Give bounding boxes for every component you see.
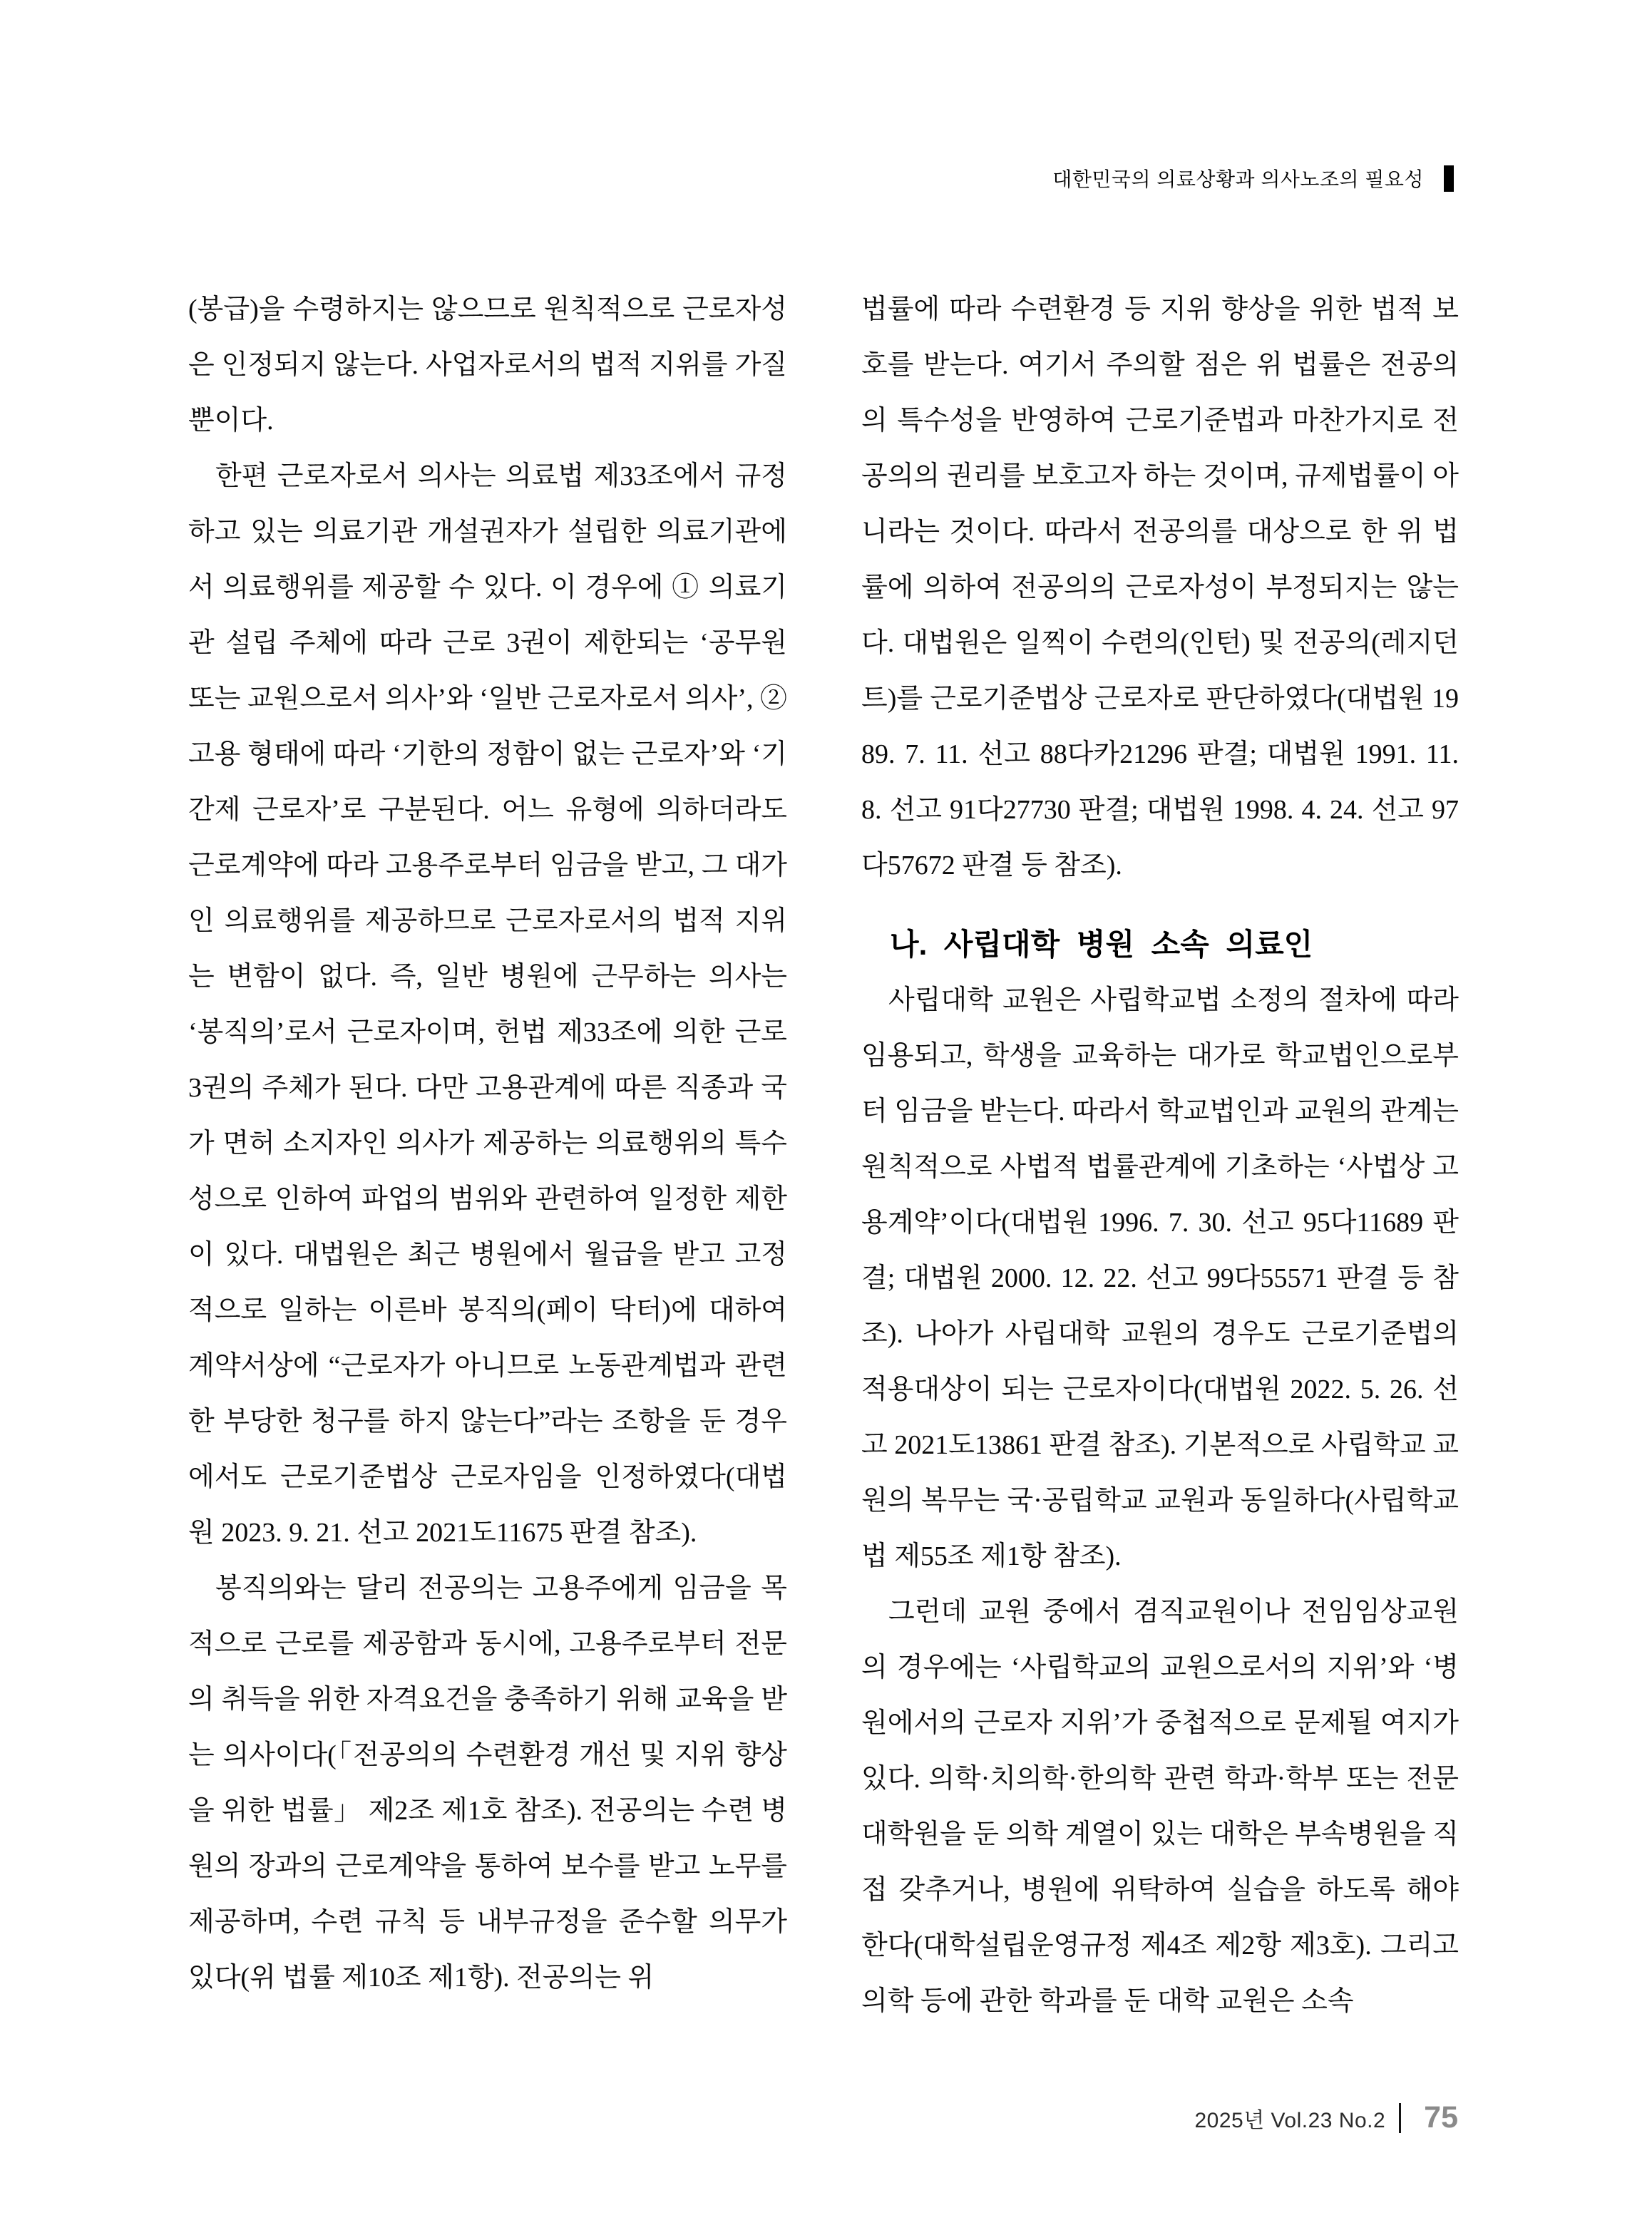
paragraph: 그런데 교원 중에서 겸직교원이나 전임임상교원의 경우에는 ‘사립학교의 교원으로서의 지위’와 ‘병원에서의 근로자 지위’가 중첩적으로 문제될 여지가 있다. 의학·치의학·한의학 관련 학과·학부 또는 전문대학원을 둔 의학 계열이 있는 대학은 부속병원을 직접 갖추거나, 병원에 위탁하여 실습을 하도록 해야 한다(대학설립운영규정 제4조 제2항 제3호). 그리고 의학 등에 관한 학과를 둔 대학 교원은 소속	[861, 1597, 1459, 2016]
paragraph: 한편 근로자로서 의사는 의료법 제33조에서 규정하고 있는 의료기관 개설권자가 설립한 의료기관에서 의료행위를 제공할 수 있다. 이 경우에 ① 의료기관 설립 주체에 따라 근로 3권이 제한되는 ‘공무원 또는 교원으로서 의사’와 ‘일반 근로자로서 의사’, ② 고용 형태에 따라 ‘기한의 정함이 없는 근로자’와 ‘기간제 근로자’로 구분된다. 어느 유형에 의하더라도 근로계약에 따라 고용주로부터 임금을 받고, 그 대가인 의료행위를 제공하므로 근로자로서의 법적 지위는 변함이 없다. 즉, 일반 병원에 근무하는 의사는 ‘봉직의’로서 근로자이며, 헌법 제33조에 의한 근로 3권의 주체가 된다. 다만 고용관계에 따른 직종과 국가 면허 소지자인 의사가 제공하는 의료행위의 특수성으로 인하여 파업의 범위와 관련하여 일정한 제한이 있다. 대법원은 최근 병원에서 월급을 받고 고정적으로 일하는 이른바 봉직의(페이 닥터)에 대하여 계약서상에 “근로자가 아니므로 노동관계법과 관련한 부당한 청구를 하지 않는다”라는 조항을 둔 경우에서도 근로기준법상 근로자임을 인정하였다(대법원 2023. 9. 21. 선고 2021도11675 판결 참조).	[188, 461, 787, 1548]
page-number: 75	[1424, 2100, 1458, 2134]
page-header	[1052, 164, 1454, 192]
paragraph: 봉직의와는 달리 전공의는 고용주에게 임금을 목적으로 근로를 제공함과 동시에, 고용주로부터 전문의 취득을 위한 자격요건을 충족하기 위해 교육을 받는 의사이다(「전공의의 수련환경 개선 및 지위 향상을 위한 법률」 제2조 제1호 참조). 전공의는 수련 병원의 장과의 근로계약을 통하여 보수를 받고 노무를 제공하며, 수련 규칙 등 내부규정을 준수할 의무가 있다(위 법률 제10조 제1항). 전공의는 위	[188, 1573, 787, 1993]
running-head-title: 대한민국의 의료상황과 의사노조의 필요성	[1052, 168, 1424, 190]
paragraph: 사립대학 교원은 사립학교법 소정의 절차에 따라 임용되고, 학생을 교육하는 대가로 학교법인으로부터 임금을 받는다. 따라서 학교법인과 교원의 관계는 원칙적으로 사법적 법률관계에 기초하는 ‘사법상 고용계약’이다(대법원 1996. 7. 30. 선고 95다11689 판결; 대법원 2000. 12. 22. 선고 99다55571 판결 등 참조). 나아가 사립대학 교원의 경우도 근로기준법의 적용대상이 되는 근로자이다(대법원 2022. 5. 26. 선고 2021도13861 판결 참조). 기본적으로 사립학교 교원의 복무는 국·공립학교 교원과 동일하다(사립학교법 제55조 제1항 참조).	[861, 985, 1459, 1571]
right-column	[861, 282, 1459, 2029]
left-column	[188, 282, 787, 2005]
paragraph-continuation: (봉급)을 수령하지는 않으므로 원칙적으로 근로자성은 인정되지 않는다. 사업자로서의 법적 지위를 가질 뿐이다.	[188, 294, 787, 436]
page-footer	[1194, 2100, 1458, 2135]
section-heading: 나. 사립대학 병원 소속 의료인	[890, 928, 1313, 961]
footer-divider	[1399, 2103, 1401, 2133]
issue-info: 2025년 Vol.23 No.2	[1194, 2108, 1386, 2132]
header-marker-bar-icon	[1444, 165, 1454, 192]
paragraph-continuation: 법률에 따라 수련환경 등 지위 향상을 위한 법적 보호를 받는다. 여기서 주의할 점은 위 법률은 전공의의 특수성을 반영하여 근로기준법과 마찬가지로 전공의의 권리를 보호고자 하는 것이며, 규제법률이 아니라는 것이다. 따라서 전공의를 대상으로 한 위 법률에 의하여 전공의의 근로자성이 부정되지는 않는다. 대법원은 일찍이 수련의(인턴) 및 전공의(레지던트)를 근로기준법상 근로자로 판단하였다(대법원 1989. 7. 11. 선고 88다카21296 판결; 대법원 1991. 11. 8. 선고 91다27730 판결; 대법원 1998. 4. 24. 선고 97다57672 판결 등 참조).	[861, 294, 1459, 880]
